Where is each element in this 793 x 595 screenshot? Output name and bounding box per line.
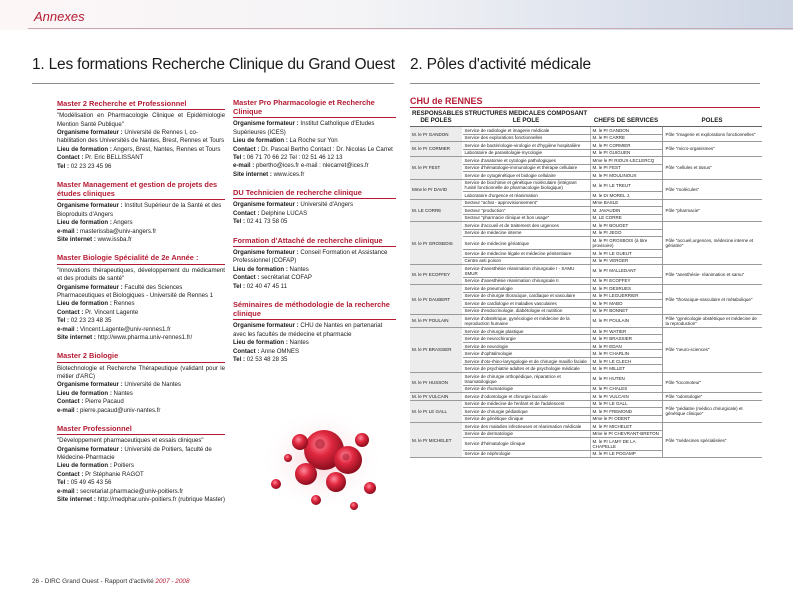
field-value: Université de Poitiers, faculté de Médecine-Pharmacie	[57, 445, 212, 461]
field-value: 06 71 70 66 22 Tel : 02 51 46 12 13	[246, 154, 343, 162]
field-label: Contact :	[57, 470, 84, 478]
pole-cell: Pôle "micro-organismes"	[662, 142, 762, 157]
table-row	[410, 179, 762, 192]
pole-cell: Pôle "cellules et tissus"	[662, 157, 762, 179]
table-row	[410, 265, 762, 278]
structure-cell: Service d'anesthésie réanimation chirurgicale I - SAMU SMUR	[462, 265, 590, 278]
field-label: Contact :	[233, 274, 260, 282]
pole-cell: Pôle "anesthésie- réanimation et samu"	[662, 265, 762, 285]
chef-cell: M. le Pr LAMY DE LA CHAPELLE	[590, 438, 662, 451]
formation-lieu	[233, 266, 396, 274]
structure-cell: Service de pneumologie	[462, 285, 590, 292]
structure-cell: Service d'accueil et de traitement des urgences	[462, 222, 590, 229]
formation-block	[57, 424, 225, 504]
chef-cell: M. le Pr MALLEDANT	[590, 265, 662, 278]
field-value: masterissba@univ-angers.fr	[80, 227, 157, 235]
field-value: Pr. Eric BELLISSANT	[85, 154, 144, 162]
field-label: Tel :	[233, 282, 246, 290]
formations-column-1	[57, 99, 225, 513]
formations-divider	[32, 83, 394, 84]
formation-block	[57, 99, 225, 171]
field-label: Contact :	[233, 347, 260, 355]
structure-cell: Laboratoire d'urgence et réanimation	[462, 192, 590, 199]
field-label: e-mail :	[233, 162, 255, 170]
field-value: secretariat.pharmacie@univ-poitiers.fr	[80, 487, 184, 495]
structure-cell: Service de médecine de l'enfant et de l'adolescent	[462, 400, 590, 407]
field-value: Rennes	[113, 300, 135, 308]
formation-lieu	[57, 146, 225, 154]
formation-title: Master Management et gestion de projets des études cliniques	[57, 180, 225, 200]
field-value: pbertho@ices.fr e-mail : nlecarret@ices.fr	[256, 162, 369, 170]
chef-cell: M. le Pr POULAIN	[590, 315, 662, 328]
field-label: Contact :	[57, 398, 84, 406]
formation-block	[57, 180, 225, 244]
pole-cell: Pôle "imagerie et explorations fonctionnelles"	[662, 127, 762, 142]
header-responsables: RESPONSABLES DE POLES	[410, 110, 462, 127]
chef-cell: M. le Pr MOULINOUX	[590, 172, 662, 179]
chu-divider	[410, 107, 760, 108]
chef-cell: M. le Pr BRASSIER	[590, 335, 662, 342]
page-footer	[32, 578, 190, 585]
formation-contact	[57, 398, 225, 406]
formation-site[interactable]	[57, 334, 225, 342]
responsable-cell: M. le Pr HUSSON	[410, 372, 462, 392]
formation-title: Master Professionnel	[57, 424, 225, 435]
formation-contact	[233, 146, 396, 154]
field-label: Organisme formateur :	[57, 445, 123, 453]
structure-cell: Service de médecine légale et médecine pénitentiaire	[462, 250, 590, 257]
formation-email[interactable]	[233, 162, 396, 170]
responsable-cell: M. le Pr ECOFFEY	[410, 265, 462, 285]
structure-cell: Service d'odontologie et chirurgie buccale	[462, 393, 590, 400]
field-value: 05 49 45 43 56	[70, 479, 112, 487]
responsable-cell: M. le Pr MICHELET	[410, 423, 462, 458]
formation-tel	[233, 218, 396, 226]
formation-tel	[57, 479, 225, 487]
structure-cell: Service de génétique clinique	[462, 415, 590, 422]
footer-text: 26 - DIRC Grand Ouest - Rapport d'activité	[32, 578, 154, 585]
formation-contact	[233, 210, 396, 218]
formation-site[interactable]	[57, 496, 225, 504]
field-label: Contact :	[233, 145, 260, 153]
pole-cell: Pôle "neuro-sciences"	[662, 328, 762, 373]
header-band	[0, 0, 793, 30]
responsable-cell: M. le Pr CORMIER	[410, 142, 462, 157]
field-value: Anne OMNES	[260, 347, 300, 355]
field-value: Nantes	[289, 265, 309, 273]
formations-column-2	[233, 98, 396, 373]
table-row	[410, 328, 762, 335]
chu-title: CHU de RENNES	[410, 96, 483, 106]
formation-organisme	[57, 381, 225, 389]
formation-contact	[233, 274, 396, 282]
table-row	[410, 285, 762, 292]
formation-lieu	[233, 339, 396, 347]
pole-cell: Pôle "thoracique-vasculaire et métabolique"	[662, 285, 762, 315]
chef-cell: Mme BASLE	[590, 199, 662, 206]
formation-block	[57, 253, 225, 342]
structure-cell: Secteur "pharmacie clinique et bon usage"	[462, 214, 590, 221]
chef-cell: M. le Pr DESRUES	[590, 285, 662, 292]
header-poles: POLES	[662, 110, 762, 127]
chef-cell: M. le Pr GANDON	[590, 127, 662, 134]
field-label: Lieu de formation :	[57, 300, 112, 308]
field-value: Delphine LUCAS	[261, 209, 308, 217]
formation-contact	[57, 309, 225, 317]
formation-description: "Développement pharmaceutiques et essais cliniques"	[57, 437, 204, 445]
structure-cell: Service de neurochirurgie	[462, 335, 590, 342]
chef-cell: M. JAVAUDIN	[590, 207, 662, 214]
formation-contact	[57, 471, 225, 479]
formation-title: Master Biologie Spécialité de 2e Année :	[57, 253, 225, 264]
responsable-cell: M. LE CORRE	[410, 199, 462, 221]
field-label: Tel :	[233, 154, 246, 162]
structure-cell: Service de médecine gériatrique	[462, 237, 590, 250]
formation-lieu	[57, 462, 225, 470]
formation-email[interactable]	[57, 228, 225, 236]
field-label: Lieu de formation :	[57, 462, 112, 470]
chef-cell: M. le Pr CARRE	[590, 134, 662, 141]
chef-cell: M. le Pr BOUGET	[590, 222, 662, 229]
table-row	[410, 393, 762, 400]
formation-block	[233, 300, 396, 364]
formation-tel	[57, 163, 225, 171]
field-value: Vincent.Lagente@univ-rennes1.fr	[80, 325, 171, 333]
table-row	[410, 127, 762, 134]
section-label: Annexes	[34, 9, 85, 24]
pole-cell: Pôle "molécules"	[662, 179, 762, 199]
pole-cell: Pôle "médecines spécialisées"	[662, 423, 762, 458]
field-value: http://www.pharma.univ-rennes1.fr/	[97, 333, 193, 341]
field-value: Pr Stéphanie RAGOT	[85, 470, 144, 478]
field-label: Lieu de formation :	[57, 145, 112, 153]
structure-cell: Service d'anatomie et cytologie pathologiques	[462, 157, 590, 164]
field-value: Angers	[113, 219, 133, 227]
field-value: Institut Supérieur de la Santé et des Bioproduits d'Angers	[57, 202, 222, 218]
field-label: Contact :	[57, 308, 84, 316]
field-value: Institut Catholique d'Etudes Supérieures (ICES)	[233, 120, 375, 136]
field-value: 02 41 73 58 05	[246, 218, 288, 226]
field-value: Pr. Vincent Lagente	[85, 308, 139, 316]
red-cells-illustration	[258, 400, 398, 520]
field-label: Contact :	[57, 154, 84, 162]
poles-table	[410, 110, 762, 458]
chef-cell: M. le Pr LE CLECH	[590, 357, 662, 364]
structure-cell: Service des maladies infectieuses et réanimation médicale	[462, 423, 590, 430]
chef-cell: M. le Pr LEGUERRIER	[590, 292, 662, 299]
field-value: Nantes	[289, 339, 309, 347]
structure-cell: Service d'anesthésie réanimation chirurgicale II	[462, 277, 590, 284]
formation-organisme	[233, 120, 396, 137]
structure-cell: Secteur "production"	[462, 207, 590, 214]
structure-cell: Service de cytogénétique et biologie cellulaire	[462, 172, 590, 179]
field-label: Tel :	[233, 218, 246, 226]
table-row	[410, 315, 762, 328]
pole-cell: Pôle "pharmacie"	[662, 199, 762, 221]
structure-cell: Service d'hématologie-immunologie et thérapie cellulaire	[462, 164, 590, 171]
structure-cell: Service de neurologie	[462, 342, 590, 349]
field-value: 02 40 47 45 11	[246, 282, 287, 290]
chef-cell: M. le Pr MICHELET	[590, 423, 662, 430]
formation-block	[233, 98, 396, 179]
field-label: e-mail :	[57, 406, 79, 414]
formation-email[interactable]	[57, 488, 225, 496]
chef-cell: M. le Pr FREMOND	[590, 408, 662, 415]
chef-cell: M. le Pr HUTEN	[590, 372, 662, 385]
field-label: Lieu de formation :	[233, 137, 288, 145]
field-label: Tel :	[57, 317, 70, 325]
responsable-cell: M. le Pr VULCAIN	[410, 393, 462, 400]
formation-title: Séminaires de méthodologie de la recherche clinique	[233, 300, 396, 320]
poles-divider	[410, 83, 760, 84]
header-structures: STRUCTURES MEDICALES COMPOSANT LE POLE	[462, 110, 590, 127]
structure-cell: Service de bactériologie-virologie et d'hygiène hospitalière	[462, 142, 590, 149]
formation-description: Biotechnologie et Recherche Thérapeutique (validant pour le métier d'ARC)	[57, 364, 225, 380]
formation-contact	[57, 154, 225, 162]
chef-cell: M. le Pr BONNET	[590, 307, 662, 314]
formation-description: "Modélisation en Pharmacologie Clinique et Epidémiologie Mention Santé Publique"	[57, 112, 225, 128]
structure-cell: Service de psychiatrie adultes et de psychologie médicale	[462, 365, 590, 372]
formation-organisme	[233, 249, 396, 266]
chef-cell: M. le Pr MABO	[590, 300, 662, 307]
chef-cell: M. le Pr VERGER	[590, 257, 662, 264]
field-label: Contact :	[233, 209, 260, 217]
chef-cell: M. le Pr ECOFFEY	[590, 277, 662, 284]
formation-tel	[233, 154, 396, 162]
formation-title: Master Pro Pharmacologie et Recherche Clinique	[233, 98, 396, 118]
chef-cell: M. le Pr EDAN	[590, 342, 662, 349]
formation-title: Master 2 Recherche et Professionnel	[57, 99, 225, 110]
responsable-cell: M. le Pr FEST	[410, 157, 462, 179]
formation-organisme	[57, 202, 225, 219]
field-value: Dr. Pascal Bertho Contact : Dr. Nicolas Le Carret	[261, 145, 393, 153]
structure-cell: Service de chirurgie orthopédique, réparatrice et traumatologique	[462, 372, 590, 385]
formation-lieu	[57, 390, 225, 398]
formation-organisme	[233, 201, 396, 209]
field-label: Site internet :	[233, 170, 272, 178]
chef-cell: M. le Pr WATIER	[590, 328, 662, 335]
formation-email[interactable]	[57, 407, 225, 415]
structure-cell: Service d'obstétrique, gynécologie et médecine de la reproduction humaine	[462, 315, 590, 328]
pole-cell: Pôle "gynécologie obstétrique et médecine de la reproduction"	[662, 315, 762, 328]
field-label: Tel :	[57, 162, 70, 170]
chef-cell: M. LE CORRE	[590, 214, 662, 221]
field-value: http://medphar.univ-poitiers.fr (rubrique Master)	[97, 496, 225, 504]
table-row	[410, 142, 762, 149]
field-value: Université de Rennes I, co-habilitation des Universités de Nantes, Brest, Rennes et Tours	[57, 129, 225, 145]
field-label: Lieu de formation :	[233, 265, 288, 273]
chef-cell: M. le Pr GUIGUEN	[590, 149, 662, 156]
header-chefs: CHEFS DE SERVICES	[590, 110, 662, 127]
responsable-cell: M. le Pr POULAIN	[410, 315, 462, 328]
chef-cell: M. le Pr GROSBOIS (à titre provisoire)	[590, 237, 662, 250]
field-label: Organisme formateur :	[233, 322, 299, 330]
chef-cell: M. le Pr LE TREUT	[590, 179, 662, 192]
formation-tel	[233, 283, 396, 291]
footer-year: 2007 - 2008	[155, 578, 190, 585]
formation-email[interactable]	[57, 326, 225, 334]
formation-description: "Innovations thérapeutiques, développement du médicament et des produits de santé"	[57, 266, 225, 283]
field-label: Organisme formateur :	[57, 202, 123, 210]
formation-title: Formation d'Attaché de recherche clinique	[233, 236, 396, 247]
field-value: pierre.pacaud@univ-nantes.fr	[80, 406, 161, 414]
field-value: www.ices.fr	[273, 170, 305, 178]
field-label: Organisme formateur :	[233, 201, 299, 209]
chef-cell: M. le Pr CHALES	[590, 385, 662, 392]
structure-cell: Service de rhumatologie	[462, 385, 590, 392]
responsable-cell: M. le Pr LE GALL	[410, 400, 462, 422]
formation-block	[233, 236, 396, 291]
field-value: 02 23 23 48 35	[70, 317, 112, 325]
field-label: e-mail :	[57, 487, 79, 495]
formation-tel	[233, 356, 396, 364]
field-label: Organisme formateur :	[57, 129, 123, 137]
structure-cell: Service de radiologie et imagerie médicale	[462, 127, 590, 134]
formation-block	[57, 351, 225, 415]
formation-organisme	[57, 284, 225, 301]
formation-organisme	[57, 129, 225, 146]
chef-cell: M. le Dr MOREL J.	[590, 192, 662, 199]
field-label: Lieu de formation :	[57, 389, 112, 397]
chef-cell: M. le Pr VULCAIN	[590, 393, 662, 400]
field-value: www.issba.fr	[97, 236, 132, 244]
structure-cell: Service d'endocrinologie, diabétologie et nutrition	[462, 307, 590, 314]
structure-cell: Service d'ophtalmologie	[462, 350, 590, 357]
field-value: La Roche sur Yon	[289, 137, 338, 145]
chef-cell: M. le Pr MILLET	[590, 365, 662, 372]
chef-cell: M. le Pr LE GALL	[590, 400, 662, 407]
formation-contact	[233, 348, 396, 356]
structure-cell: Service d'hématologie clinique	[462, 438, 590, 451]
responsable-cell: Mme le Pr DAVID	[410, 179, 462, 199]
formation-title: DU Technicien de recherche clinique	[233, 188, 396, 199]
structure-cell: Centre anti poison	[462, 257, 590, 264]
field-value: Angers, Brest, Nantes, Rennes et Tours	[113, 145, 221, 153]
field-label: Tel :	[233, 355, 246, 363]
pole-cell: Pôle "pédiatrie (médico chirurgicale) et génétique clinique"	[662, 400, 762, 422]
field-value: 02 23 23 45 96	[70, 162, 112, 170]
chef-cell: Mme le Pr RIOUX-LECLERCQ	[590, 157, 662, 164]
field-value: Faculté des Sciences Pharmaceutiques et Biologiques - Université de Rennes 1	[57, 283, 214, 299]
formation-tel	[57, 317, 225, 325]
chef-cell: M. le Pr LE GUEUT	[590, 250, 662, 257]
table-row	[410, 423, 762, 430]
chef-cell: M. le Pr JEGO	[590, 229, 662, 236]
formations-title: 1. Les formations Recherche Clinique du Grand Ouest	[32, 56, 395, 73]
field-label: Lieu de formation :	[57, 219, 112, 227]
table-row	[410, 372, 762, 385]
responsable-cell: M. le Pr GANDON	[410, 127, 462, 142]
chef-cell: M. le Pr FEST	[590, 164, 662, 171]
field-label: Site internet :	[57, 496, 96, 504]
formation-block	[233, 188, 396, 226]
poles-title: 2. Pôles d'activité médicale	[410, 56, 591, 73]
field-label: Site internet :	[57, 236, 96, 244]
structure-cell: Laboratoire de parasitologie-mycologie	[462, 149, 590, 156]
chef-cell: M. le Pr CHARLIN	[590, 350, 662, 357]
chef-cell: M. le Pr CORMIER	[590, 142, 662, 149]
formation-organisme	[57, 446, 225, 463]
responsable-cell: M. le Pr GROSBOIS	[410, 222, 462, 265]
formation-site[interactable]	[57, 236, 225, 244]
table-row	[410, 157, 762, 164]
table-row	[410, 199, 762, 206]
responsable-cell: M. le Pr BRASSIER	[410, 328, 462, 373]
table-row	[410, 222, 762, 229]
field-value: 02 53 48 28 35	[246, 355, 288, 363]
formation-title: Master 2 Biologie	[57, 351, 225, 362]
field-value: secrétariat COFAP	[261, 274, 312, 282]
formation-lieu	[57, 300, 225, 308]
responsable-cell: M. le Pr DAUBERT	[410, 285, 462, 315]
field-value: Université de Nantes	[124, 381, 181, 389]
structure-cell: Service de dermatologie	[462, 430, 590, 437]
structure-cell: Service de médecine interne	[462, 229, 590, 236]
field-value: CHU de Nantes en partenariat avec les facultés de médecine et pharmacie	[233, 322, 383, 338]
field-label: Organisme formateur :	[57, 381, 123, 389]
pole-cell: Pôle "locomoteur"	[662, 372, 762, 392]
structure-cell: Service de cardiologie et maladies vasculaires	[462, 300, 590, 307]
structure-cell: Service d'oto-rhino-laryngologie et de chirurgie maxillo faciale	[462, 357, 590, 364]
structure-cell: Service de chirurgie thoracique, cardiaque et vasculaire	[462, 292, 590, 299]
pole-cell: Pôle "accueil,urgences, médecine interne et gériatrie"	[662, 222, 762, 265]
structure-cell: Service de biochimie et génétique moléculaire (intégrant l'unité fonctionnelle de pharmacologie biologique)	[462, 179, 590, 192]
field-label: Tel :	[57, 479, 70, 487]
chef-cell: Mme le Pr ODENT	[590, 415, 662, 422]
header-divider	[28, 28, 793, 29]
structure-cell: Service de chirurgie plastique	[462, 328, 590, 335]
formation-lieu	[233, 137, 396, 145]
field-label: Organisme formateur :	[233, 248, 299, 256]
table-row	[410, 400, 762, 407]
field-value: Pierre Pacaud	[85, 398, 124, 406]
formation-site[interactable]	[233, 171, 396, 179]
pole-cell: Pôle "odontologie"	[662, 393, 762, 400]
field-value: Université d'Angers	[300, 201, 354, 209]
field-label: Organisme formateur :	[57, 283, 123, 291]
formation-lieu	[57, 219, 225, 227]
structure-cell: Service des explorations fonctionnelles	[462, 134, 590, 141]
chef-cell: M. le Pr LE POGAMP	[590, 450, 662, 457]
field-label: Site internet :	[57, 333, 96, 341]
field-value: Poitiers	[113, 462, 134, 470]
field-label: Organisme formateur :	[233, 120, 299, 128]
field-value: Nantes	[113, 389, 133, 397]
field-label: Lieu de formation :	[233, 339, 288, 347]
structure-cell: Service de chirurgie pédiatrique	[462, 408, 590, 415]
structure-cell: Service de néphrologie	[462, 450, 590, 457]
field-label: e-mail :	[57, 227, 79, 235]
field-label: e-mail :	[57, 325, 79, 333]
chef-cell: Mme le Pr CHEVRANT-BRETON	[590, 430, 662, 437]
structure-cell: Secteur "achat - approvisionnement"	[462, 199, 590, 206]
field-value: Conseil Formation et Assistance Professionnel (COFAP)	[233, 248, 388, 265]
formation-organisme	[233, 322, 396, 339]
